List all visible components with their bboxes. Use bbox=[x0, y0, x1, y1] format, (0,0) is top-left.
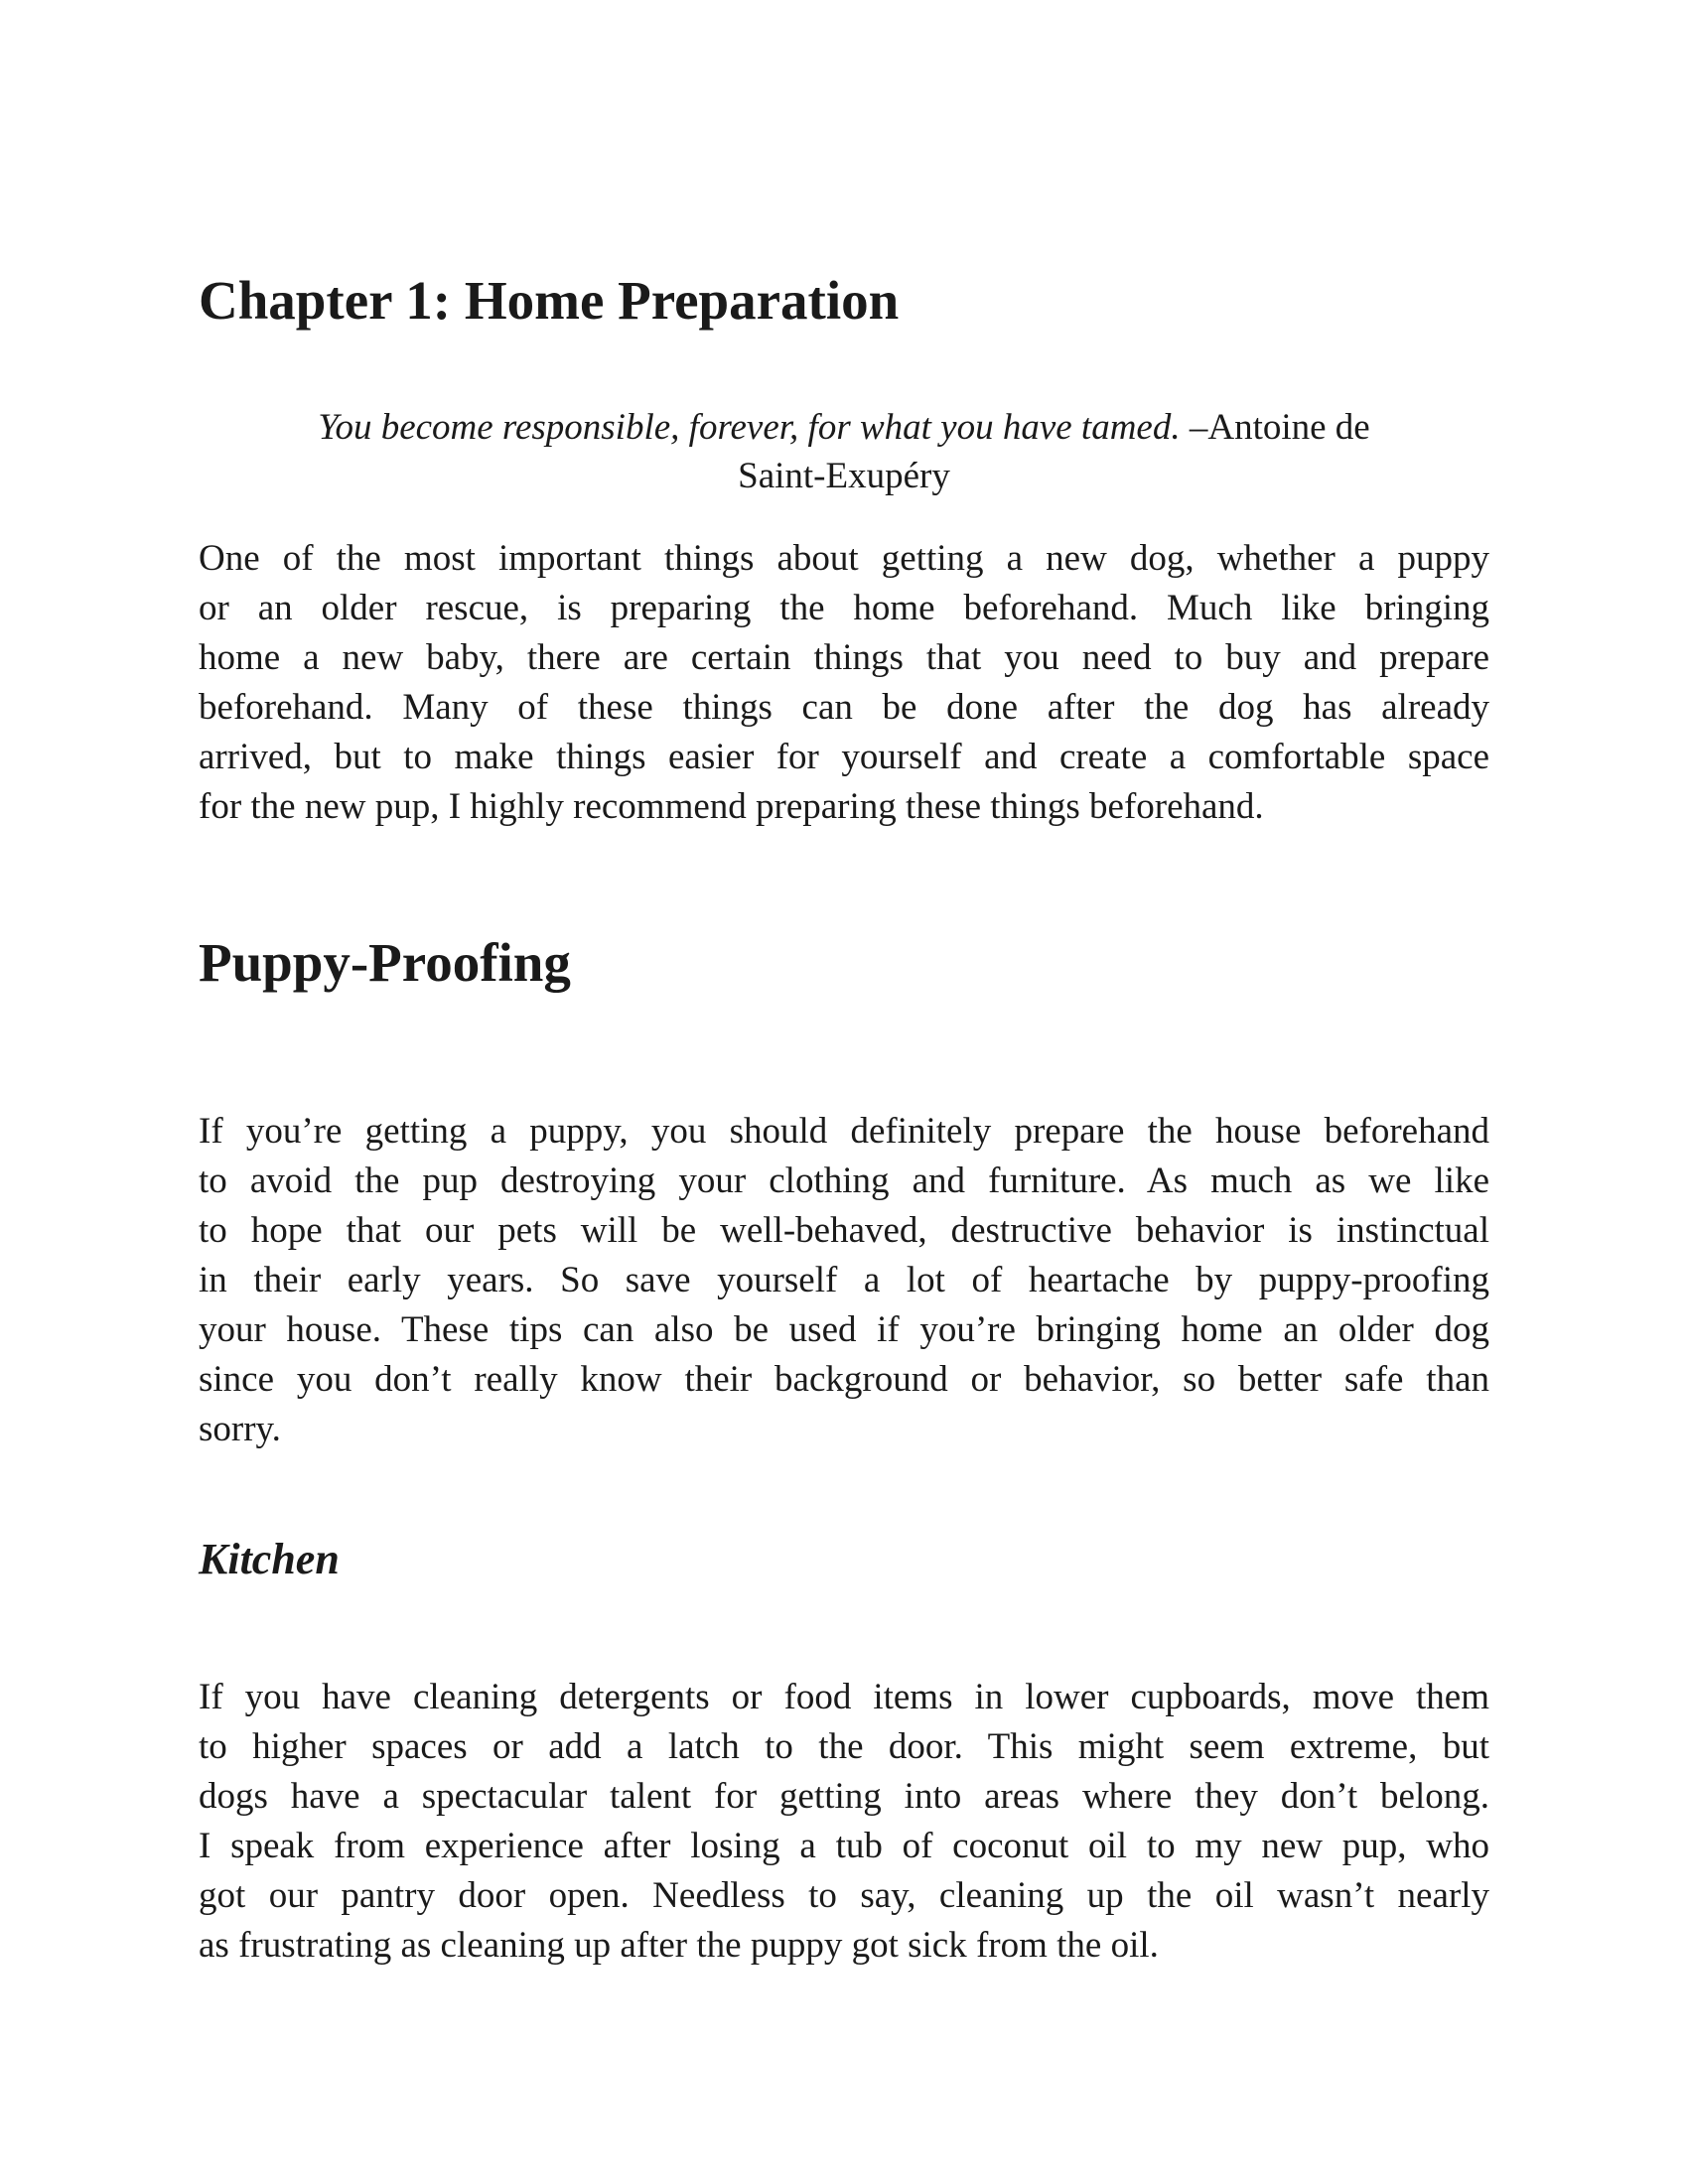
epigraph-quote: You become responsible, forever, for what you have tamed. bbox=[318, 407, 1181, 448]
paragraph-line: If you’re getting a puppy, you should definitely prepare the house beforehand bbox=[199, 1111, 1489, 1152]
puppy-proofing-paragraph bbox=[199, 1107, 1489, 1454]
paragraph-line: If you have cleaning detergents or food items in lower cupboards, move them bbox=[199, 1677, 1489, 1717]
paragraph-line: sorry. bbox=[199, 1409, 281, 1449]
paragraph-line: your house. These tips can also be used if you’re bringing home an older dog bbox=[199, 1309, 1489, 1350]
paragraph-line: to higher spaces or add a latch to the door. This might seem extreme, but bbox=[199, 1726, 1489, 1767]
paragraph-line: since you don’t really know their background or behavior, so better safe than bbox=[199, 1359, 1489, 1400]
paragraph-line: or an older rescue, is preparing the home beforehand. Much like bringing bbox=[199, 588, 1489, 628]
paragraph-line: dogs have a spectacular talent for getting into areas where they don’t belong. bbox=[199, 1776, 1489, 1817]
subsection-title: Kitchen bbox=[199, 1535, 340, 1583]
epigraph-attribution: –Antoine de bbox=[1180, 407, 1370, 448]
epigraph bbox=[199, 403, 1489, 500]
paragraph-line: as frustrating as cleaning up after the puppy got sick from the oil. bbox=[199, 1925, 1159, 1966]
paragraph-line: got our pantry door open. Needless to say, cleaning up the oil wasn’t nearly bbox=[199, 1875, 1489, 1916]
paragraph-line: to avoid the pup destroying your clothing and furniture. As much as we like bbox=[199, 1160, 1489, 1201]
kitchen-paragraph bbox=[199, 1673, 1489, 1971]
paragraph-line: for the new pup, I highly recommend preparing these things beforehand. bbox=[199, 786, 1264, 827]
paragraph-line: One of the most important things about getting a new dog, whether a puppy bbox=[199, 538, 1489, 579]
paragraph-line: home a new baby, there are certain things that you need to buy and prepare bbox=[199, 637, 1489, 678]
paragraph-line: arrived, but to make things easier for yourself and create a comfortable space bbox=[199, 737, 1489, 777]
paragraph-line: I speak from experience after losing a tub of coconut oil to my new pup, who bbox=[199, 1826, 1489, 1866]
epigraph-attribution-cont: Saint-Exupéry bbox=[738, 456, 950, 496]
document-page bbox=[199, 0, 1489, 2184]
section-title: Puppy-Proofing bbox=[199, 932, 571, 993]
paragraph-line: to hope that our pets will be well-behaved, destructive behavior is instinctual bbox=[199, 1210, 1489, 1251]
chapter-title: Chapter 1: Home Preparation bbox=[199, 270, 900, 331]
intro-paragraph bbox=[199, 534, 1489, 832]
paragraph-line: in their early years. So save yourself a lot of heartache by puppy-proofing bbox=[199, 1260, 1489, 1300]
paragraph-line: beforehand. Many of these things can be done after the dog has already bbox=[199, 687, 1489, 728]
